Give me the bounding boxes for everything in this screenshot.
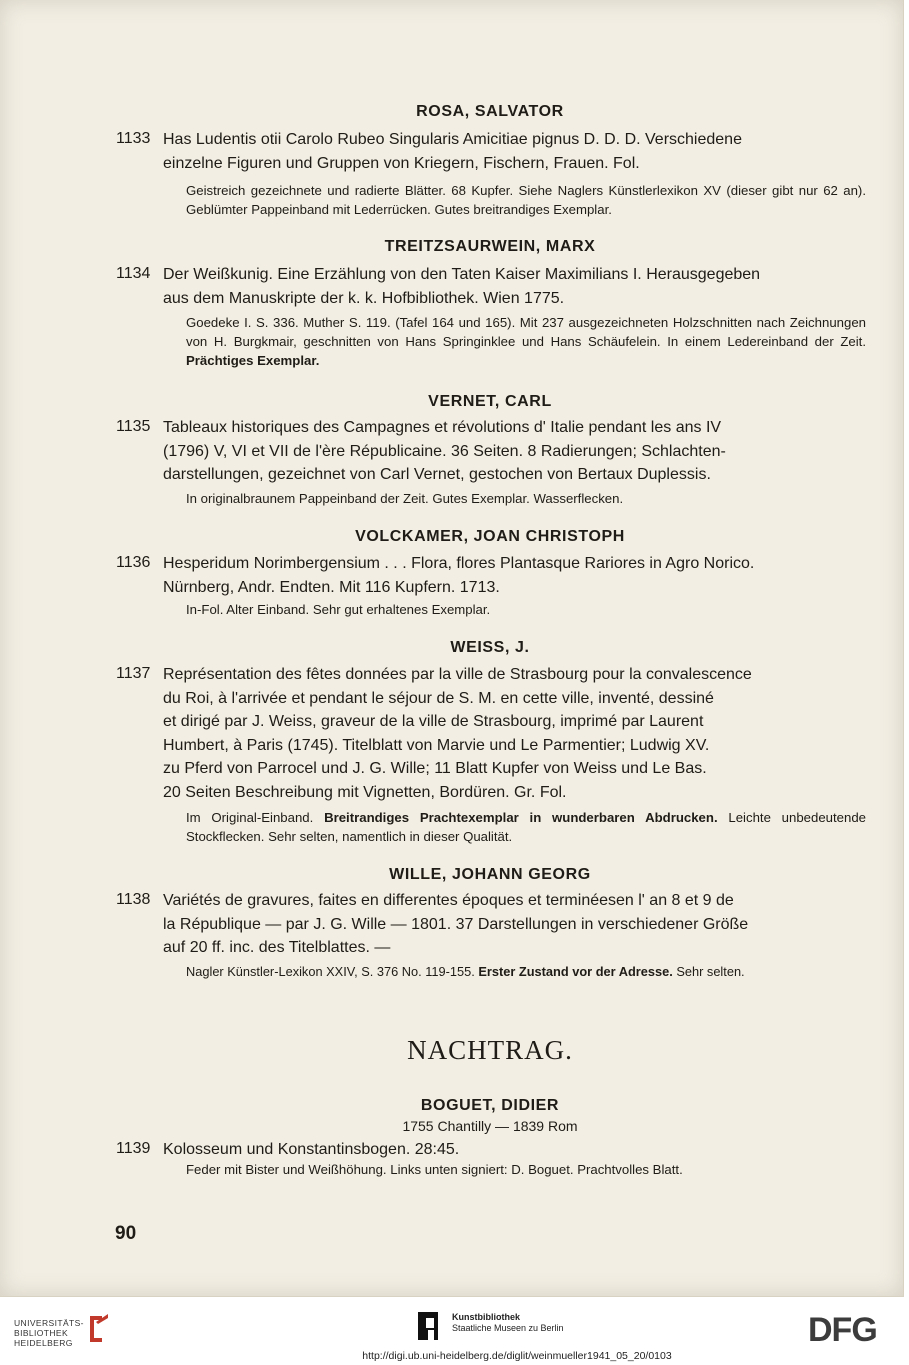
lot-description: Der Weißkunig. Eine Erzählung von den Taten Kaiser Maximilians I. Herausgegeben aus dem Manuskripte der k. k. Hofbibliothek. Wien 1775. [163, 266, 761, 307]
lot-number: 1135 [116, 418, 151, 435]
artist-heading: WEISS, J. [450, 639, 530, 656]
lot-note: Geistreich gezeichnete und radierte Blätter. 68 Kupfer. Siehe Naglers Künstlerlexikon XV (dieser gibt nur 62 an). Geblümter Pappeinband mit Lederrücken. Gutes breitrandiges Exemplar. [186, 183, 866, 217]
lot-description: Kolosseum und Konstantinsbogen. 28:45. [163, 1141, 460, 1158]
source-url[interactable]: http://digi.ub.uni-heidelberg.de/diglit/weinmueller1941_05_20/0103 [362, 1350, 672, 1362]
artist-heading: VOLCKAMER, JOAN CHRISTOPH [355, 528, 625, 545]
lot-description: Tableaux historiques des Campagnes et révolutions d' Italie pendant les ans IV (1796) V, VI et VII de l'ère Républicaine. 36 Seiten. 8 Radierungen; Schlachten- darstellungen, gezeichnet von Carl Vernet, gestochen von Bertaux Duplessis. [163, 419, 726, 483]
lot-number: 1133 [116, 130, 151, 147]
lot-note: Feder mit Bister und Weißhöhung. Links unten signiert: D. Boguet. Prachtvolles Blatt. [186, 1162, 683, 1177]
uni-library-name: UNIVERSITÄTS- BIBLIOTHEK HEIDELBERG [14, 1318, 84, 1348]
lot-number: 1138 [116, 891, 151, 908]
artist-dates: 1755 Chantilly — 1839 Rom [402, 1118, 578, 1134]
lot-note: Nagler Künstler-Lexikon XXIV, S. 376 No. 119-155. Erster Zustand vor der Adresse. Sehr selten. [186, 964, 745, 979]
lot-note: Im Original-Einband. Breitrandiges Prachtexemplar in wunderbaren Abdrucken. Leichte unbedeutende Stockflecken. Sehr selten, namentlich in dieser Qualität. [186, 810, 867, 844]
lot-number: 1134 [116, 265, 151, 282]
dfg-logo: DFG [808, 1311, 877, 1349]
kunstbibliothek-credit: Kunstbibliothek Staatliche Museen zu Berlin [452, 1312, 564, 1333]
lot-description: Variétés de gravures, faites en differentes époques et terminéesen l' an 8 et 9 de la République — par J. G. Wille — 1801. 37 Darstellungen in verschiedener Größe auf 20 ff. inc. des Titelblattes. — [163, 892, 749, 956]
kunstbibliothek-logo-icon [416, 1312, 446, 1340]
artist-heading: WILLE, JOHANN GEORG [389, 866, 591, 883]
lot-number: 1136 [116, 554, 151, 571]
artist-heading: BOGUET, DIDIER [420, 1097, 560, 1114]
page-number: 90 [115, 1223, 137, 1244]
lot-note: In originalbraunem Pappeinband der Zeit. Gutes Exemplar. Wasserflecken. [186, 491, 624, 506]
lot-note: Goedeke I. S. 336. Muther S. 119. (Tafel 164 und 165). Mit 237 ausgezeichneten Holzschnitten nach Zeichnungen von H. Burgkmair, geschnitten von Hans Springinklee und Hans Schäufelein. In einem Ledereinband der Zeit. Prächtiges Exemplar. [186, 315, 866, 368]
lot-description: Hesperidum Norimbergensium . . . Flora, flores Plantasque Rariores in Agro Norico. Nürnberg, Andr. Endten. Mit 116 Kupfern. 1713. [163, 555, 755, 596]
lot-note: In-Fol. Alter Einband. Sehr gut erhaltenes Exemplar. [186, 602, 491, 617]
lot-description: Représentation des fêtes données par la ville de Strasbourg pour la convalescence du Roi, à l'arrivée et pendant le séjour de S. M. en cette ville, inventé, dessiné et dirigé par J. Weiss, graveur de la ville de Strasbourg, imprimé par Laurent Humbert, à Paris (1745). Titelblatt von Marvie und Le Parmentier; Ludwig XV. zu Pferd von Parrocel und J. G. Wille; 11 Blatt Kupfer von Weiss und Le Bas. 20 Seiten Beschreibung mit Vignetten, Bordüren. Gr. Fol. [163, 666, 752, 801]
artist-heading: VERNET, CARL [428, 393, 552, 410]
lot-description: Has Ludentis otii Carolo Rubeo Singularis Amicitiae pignus D. D. D. Verschiedene einzelne Figuren und Gruppen von Kriegern, Fischern, Frauen. Fol. [163, 131, 742, 172]
lot-number: 1139 [116, 1140, 151, 1157]
uni-heidelberg-logo-icon [84, 1312, 110, 1344]
artist-heading: ROSA, SALVATOR [416, 103, 564, 120]
section-title: NACHTRAG. [407, 1035, 573, 1065]
lot-number: 1137 [116, 665, 151, 682]
artist-heading: TREITZSAURWEIN, MARX [384, 238, 596, 255]
